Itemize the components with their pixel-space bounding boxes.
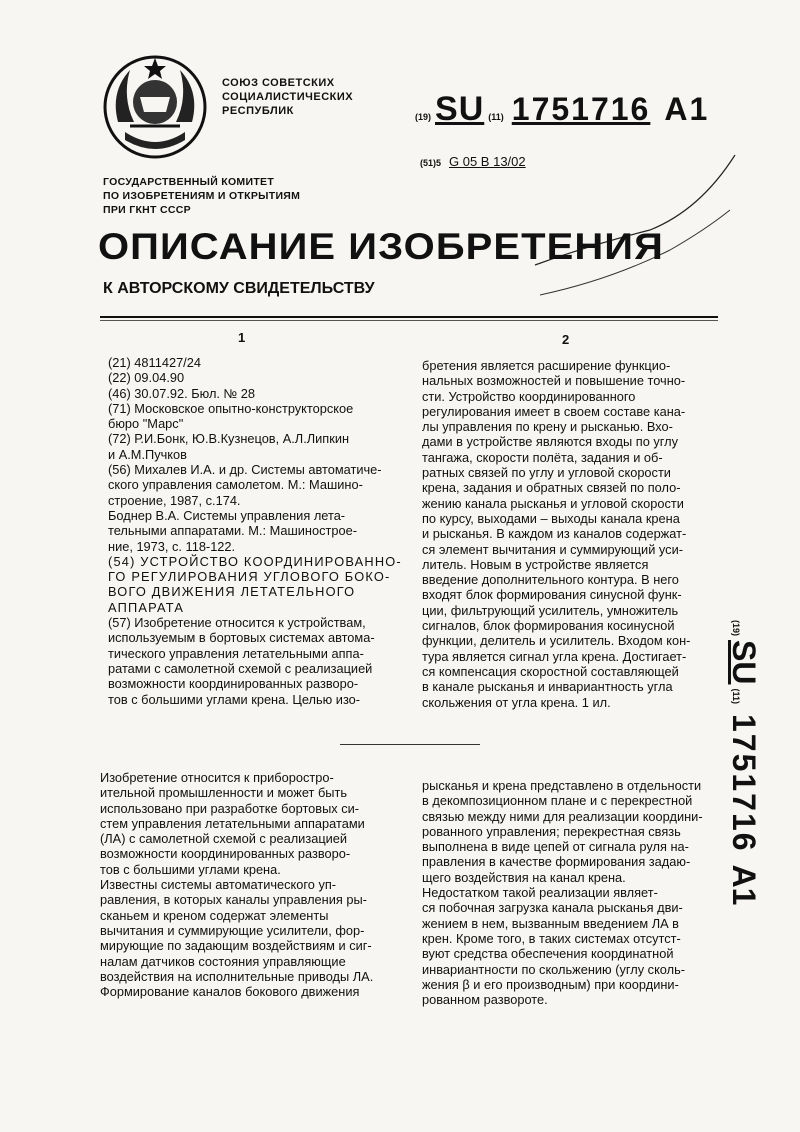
text-line: (ЛА) с самолетной схемой с реализацией: [100, 831, 348, 847]
text-line: равления, в которых каналы управления ры-: [100, 892, 367, 908]
abstract-line: регулирования имеет в своем составе кана-: [422, 403, 686, 419]
header-rule-thin: [100, 320, 718, 321]
description-left-column: [100, 770, 402, 999]
text-line: жения β и его производным) при координи-: [422, 976, 679, 992]
abstract-line: ратами с самолетной схемой с реализацией: [108, 660, 373, 676]
vertical-patent-number: [726, 620, 764, 906]
text-line: жением в нем, вызванным введением ЛА в: [422, 915, 679, 931]
section-separator: [340, 744, 480, 745]
text-line: рованном развороте.: [422, 992, 548, 1008]
header-rule: [100, 316, 718, 318]
abstract-line: в канале рысканья и инвариантность угла: [422, 679, 673, 695]
document-title: ОПИСАНИЕ ИЗОБРЕТЕНИЯ: [98, 226, 664, 267]
abstract-line: тура является сигнал угла крена. Достигает-: [422, 648, 687, 664]
text-line: выполнена в виде цепей от сигнала руля на-: [422, 839, 689, 855]
abstract-line: (57) Изобретение относится к устройствам,: [108, 615, 366, 631]
country-code: SU: [726, 640, 762, 685]
ipc-code: (51)5: [420, 158, 442, 168]
biblio-line: (72) Р.И.Бонк, Ю.В.Кузнецов, А.Л.Липкин: [108, 431, 350, 447]
code-11: (11): [488, 112, 504, 122]
document-subtitle: К АВТОРСКОМУ СВИДЕТЕЛЬСТВУ: [103, 280, 375, 297]
biblio-line: ского управления самолетом. М.: Машино-: [108, 477, 363, 493]
abstract-line: нальных возможностей и повышение точно-: [422, 373, 686, 389]
column-number-left: 1: [238, 330, 246, 345]
committee-line-3: ПРИ ГКНТ СССР: [103, 204, 191, 216]
text-line: Известны системы автоматического уп-: [100, 877, 337, 893]
biblio-line: (22) 09.04.90: [108, 370, 185, 386]
text-line: щего воздействия на канал крена.: [422, 869, 626, 885]
text-line: крен. Кроме того, в таких системах отсутст-: [422, 930, 681, 946]
patent-number: 1751716: [511, 91, 651, 127]
biblio-line: (21) 4811427/24: [108, 355, 201, 370]
abstract-line: бретения является расширение функцио-: [422, 358, 671, 373]
text-line: возможности координированных разворо-: [100, 846, 351, 862]
biblio-line: бюро "Марс": [108, 416, 184, 432]
abstract-line: функции, делитель и усилитель. Входом кон-: [422, 633, 691, 649]
committee-line-1: ГОСУДАРСТВЕННЫЙ КОМИТЕТ: [103, 176, 275, 188]
committee: [103, 175, 300, 217]
patent-number-block: [415, 90, 709, 129]
ussr-emblem: [100, 52, 210, 162]
text-line: тов с большими углами крена.: [100, 861, 281, 877]
abstract-line: тангажа, скорости полёта, задания и об-: [422, 449, 663, 465]
text-line: инвариантности по скольжению (углу сколь-: [422, 961, 686, 977]
abstract-line: сигналов, блок формирования косинусной: [422, 618, 675, 634]
text-line: воздействия на исполнительные приводы ЛА.: [100, 968, 374, 984]
biblio-line: тельными аппаратами. М.: Машинострое-: [108, 523, 357, 539]
invention-title-line: АППАРАТА: [108, 599, 185, 615]
union-line-2: СОЦИАЛИСТИЧЕСКИХ: [222, 91, 354, 103]
bibliographic-data: [108, 355, 402, 707]
column-number-right: 2: [562, 332, 570, 347]
biblio-line: (46) 30.07.92. Бюл. № 28: [108, 385, 256, 401]
text-line: налам датчиков состояния управляющие: [100, 953, 346, 969]
ipc-value: G 05 B 13/02: [449, 154, 526, 169]
abstract-line: литель. Новым в устройстве является: [422, 556, 649, 572]
description-right-column: [422, 778, 718, 1007]
text-line: правления в качестве формирования задаю-: [422, 854, 691, 870]
text-line: стем управления летательными аппаратами: [100, 815, 365, 831]
abstract-line: и рысканья. В каждом из каналов содержат-: [422, 526, 687, 542]
union-line-1: СОЮЗ СОВЕТСКИХ: [222, 77, 335, 89]
text-line: использовано при разработке бортовых си-: [100, 800, 360, 816]
abstract-line: сти. Устройство координированного: [422, 388, 636, 404]
text-line: вуют средства обеспечения координатной: [422, 946, 674, 962]
text-line: Формирование каналов бокового движения: [100, 984, 360, 1000]
abstract-line: лы управления по крену и рысканью. Вхо-: [422, 419, 673, 435]
biblio-line: и А.М.Пучков: [108, 446, 187, 462]
text-line: рысканья и крена представлено в отдельности: [422, 778, 702, 793]
biblio-line: ние, 1973, с. 118-122.: [108, 538, 236, 554]
code-11: (11): [731, 688, 741, 704]
invention-title-line: (54) УСТРОЙСТВО КООРДИНИРОВАННО-: [108, 553, 402, 569]
biblio-line: (71) Московское опытно-конструкторское: [108, 400, 354, 416]
abstract-line: ции, фильтрующий усилитель, умножитель: [422, 602, 679, 618]
abstract-line: тического управления летательными аппа-: [108, 645, 364, 661]
abstract-line: возможности координированных разворо-: [108, 676, 359, 692]
abstract-line: по курсу, выходами – выходы канала крена: [422, 510, 680, 526]
ipc-classification: [420, 154, 526, 169]
text-line: Недостатком такой реализации являет-: [422, 885, 658, 901]
text-line: вычитания и суммирующие усилители, фор-: [100, 922, 365, 938]
text-line: Изобретение относится к приборостро-: [100, 770, 334, 785]
abstract-line: тов с большими углами крена. Целью изо-: [108, 691, 361, 707]
abstract-line: ратных связей по углу и угловой скорости: [422, 465, 671, 481]
code-19: (19): [415, 112, 432, 122]
text-line: сканьем и креном содержат элементы: [100, 907, 329, 923]
text-line: в декомпозиционном плане и с перекрестной: [422, 793, 693, 809]
biblio-line: строение, 1987, с.174.: [108, 492, 241, 508]
code-19: (19): [731, 620, 741, 637]
union-name: [222, 76, 353, 118]
text-line: связью между ними для реализации координи-: [422, 808, 703, 824]
abstract-line: ся элемент вычитания и суммирующий уси-: [422, 541, 683, 557]
abstract-line: скольжения от угла крена. 1 ил.: [422, 694, 611, 710]
committee-line-2: ПО ИЗОБРЕТЕНИЯМ И ОТКРЫТИЯМ: [103, 190, 301, 202]
abstract-line: ся компенсация скоростной составляющей: [422, 663, 679, 679]
abstract-line: входят блок формирования синусной функ-: [422, 587, 682, 603]
abstract-line: используемым в бортовых системах автома-: [108, 630, 375, 646]
abstract-line: жению канала рысканья и угловой скорости: [422, 495, 684, 511]
union-line-3: РЕСПУБЛИК: [222, 105, 294, 117]
abstract-line: введение дополнительного контура. В него: [422, 572, 679, 588]
text-line: мирующие по задающим воздействиям и сиг-: [100, 938, 372, 954]
text-line: ся побочная загрузка канала рысканья дви-: [422, 900, 683, 916]
text-line: рованного управления; перекрестная связь: [422, 823, 681, 839]
invention-title-line: ВОГО ДВИЖЕНИЯ ЛЕТАТЕЛЬНОГО: [108, 584, 356, 600]
abstract-continued: [422, 358, 718, 710]
text-line: ительной промышленности и может быть: [100, 785, 348, 801]
kind-code: A1: [726, 864, 762, 906]
biblio-line: (56) Михалев И.А. и др. Системы автоматиче-: [108, 462, 382, 478]
invention-title-line: ГО РЕГУЛИРОВАНИЯ УГЛОВОГО БОКО-: [108, 569, 391, 585]
abstract-line: крена, задания и обратных связей по поло-: [422, 480, 681, 496]
patent-number: 1751716: [726, 713, 762, 853]
kind-code: A1: [664, 91, 710, 127]
biblio-line: Боднер В.А. Системы управления лета-: [108, 507, 346, 523]
abstract-line: дами в устройстве являются входы по углу: [422, 434, 679, 450]
country-code: SU: [435, 90, 485, 128]
